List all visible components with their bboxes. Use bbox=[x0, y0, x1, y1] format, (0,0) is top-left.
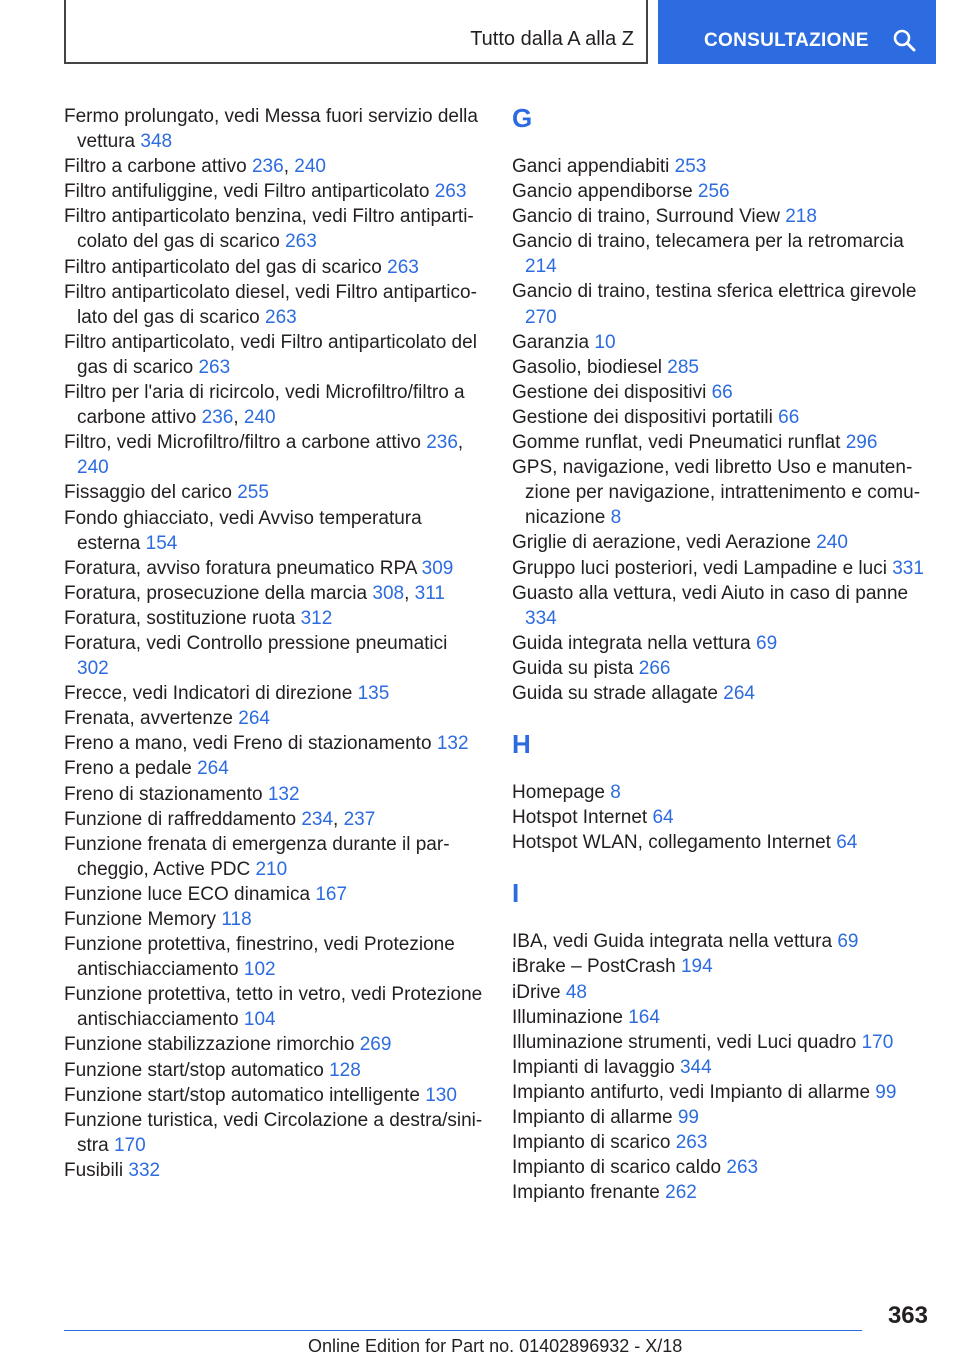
search-icon bbox=[892, 28, 916, 52]
index-term: Guida su strade allagate bbox=[512, 682, 718, 704]
index-term: Funzione protettiva, tetto in vetro, vedi Protezione antischiacciamento bbox=[64, 984, 483, 1031]
index-term: Filtro per l'aria di ricircolo, vedi Microfiltro/filtro a carbone attivo bbox=[64, 382, 465, 429]
page-link[interactable]: 104 bbox=[243, 1009, 276, 1031]
index-term: Funzione start/stop automatico intelligente bbox=[64, 1084, 420, 1106]
index-entry bbox=[64, 932, 484, 982]
footer-rule bbox=[64, 1330, 862, 1331]
page-link[interactable]: 240 bbox=[77, 457, 109, 479]
index-entry bbox=[64, 1083, 484, 1108]
index-term: Griglie di aerazione, vedi Aerazione bbox=[512, 532, 811, 554]
page-link[interactable]: 264 bbox=[723, 682, 755, 704]
page-link[interactable]: 263 bbox=[675, 1132, 708, 1154]
section-letter: G bbox=[512, 103, 533, 133]
index-entry bbox=[64, 556, 484, 581]
page-link[interactable]: 8 bbox=[610, 782, 621, 804]
page-link[interactable]: 69 bbox=[837, 931, 859, 953]
index-term: Garanzia bbox=[512, 331, 590, 353]
page-link[interactable]: 296 bbox=[845, 432, 878, 454]
index-entry bbox=[512, 430, 932, 455]
page-link[interactable]: 240 bbox=[816, 532, 848, 554]
index-entry bbox=[512, 204, 932, 229]
page-number: 363 bbox=[887, 1302, 928, 1329]
page-link[interactable]: 263 bbox=[198, 356, 231, 378]
index-entry bbox=[64, 631, 484, 681]
index-term: Gestione dei dispositivi bbox=[512, 381, 707, 403]
index-term: Frecce, vedi Indicatori di direzione bbox=[64, 683, 353, 705]
index-term: Impianto di allarme bbox=[512, 1107, 673, 1128]
index-entry bbox=[512, 279, 932, 329]
index-term: GPS, navigazione, vedi libretto Uso e manutenzione per navigazione, intrattenimento e comunicazione bbox=[512, 457, 921, 529]
index-entry bbox=[512, 556, 932, 581]
page-link[interactable]: 311 bbox=[414, 582, 445, 604]
page-link[interactable]: 256 bbox=[697, 181, 730, 203]
page-link[interactable]: 240 bbox=[243, 407, 276, 429]
page-link[interactable]: 263 bbox=[387, 256, 419, 278]
index-term: Foratura, sostituzione ruota bbox=[64, 607, 296, 629]
index-entry bbox=[512, 656, 932, 681]
index-entry bbox=[512, 1055, 932, 1080]
page-link[interactable]: 348 bbox=[140, 131, 173, 153]
page-link[interactable]: 132 bbox=[436, 733, 469, 755]
section-letter: H bbox=[512, 729, 531, 760]
index-term: Guasto alla vettura, vedi Aiuto in caso di panne bbox=[512, 582, 909, 604]
index-entry bbox=[512, 1030, 932, 1055]
index-term: Illuminazione strumenti, vedi Luci quadro bbox=[512, 1031, 857, 1053]
index-entry bbox=[64, 882, 484, 907]
index-entry bbox=[64, 832, 484, 882]
index-entry bbox=[512, 455, 932, 530]
page-link[interactable]: 264 bbox=[238, 708, 270, 730]
page-link[interactable]: 269 bbox=[359, 1034, 392, 1056]
index-entry bbox=[64, 204, 484, 254]
page-link[interactable]: 194 bbox=[680, 956, 713, 978]
page-link[interactable]: 10 bbox=[594, 331, 616, 353]
page-link[interactable]: 64 bbox=[652, 807, 674, 829]
index-entry bbox=[512, 1105, 932, 1130]
index-entry bbox=[64, 731, 484, 756]
page-link[interactable]: 218 bbox=[785, 206, 817, 228]
index-term: Gasolio, biodiesel bbox=[512, 356, 662, 378]
index-entry bbox=[512, 954, 932, 979]
page-link[interactable]: 270 bbox=[525, 306, 557, 328]
page-link[interactable]: 263 bbox=[726, 1157, 759, 1179]
index-entry bbox=[512, 405, 932, 430]
index-term: Gancio di traino, Surround View bbox=[512, 206, 780, 228]
index-entry: Filtro per l'aria di ricircolo, vedi Microfiltro/filtro a carbone attivo 236, 240 bbox=[64, 382, 465, 429]
index-term: Guida su pista bbox=[512, 657, 634, 679]
index-entry bbox=[512, 780, 932, 805]
index-term: Gestione dei dispositivi portatili bbox=[512, 406, 773, 428]
index-entry bbox=[64, 782, 484, 807]
index-entry bbox=[512, 355, 932, 380]
page-link[interactable]: 118 bbox=[221, 909, 252, 930]
page-link[interactable]: 302 bbox=[77, 658, 109, 680]
index-entry bbox=[64, 1032, 484, 1057]
page-link[interactable]: 66 bbox=[711, 381, 733, 403]
index-term: Filtro antiparticolato del gas di scarico bbox=[64, 256, 382, 278]
index-term: Impianto di scarico bbox=[512, 1132, 671, 1154]
index-term: iDrive bbox=[512, 981, 561, 1003]
page-link[interactable]: 334 bbox=[525, 607, 557, 629]
page-link[interactable]: 262 bbox=[665, 1182, 697, 1204]
index-entry bbox=[512, 530, 932, 555]
page-link[interactable]: 332 bbox=[128, 1159, 161, 1181]
index-entry: Filtro, vedi Microfiltro/filtro a carbone attivo 236, 240 bbox=[64, 432, 464, 479]
index-entry bbox=[512, 980, 932, 1005]
index-entry bbox=[64, 1058, 484, 1083]
page-link[interactable]: 167 bbox=[315, 883, 348, 905]
page-link[interactable]: 99 bbox=[677, 1107, 699, 1128]
index-entry bbox=[64, 606, 484, 631]
index-entry bbox=[64, 179, 484, 204]
section-letter: I bbox=[512, 878, 520, 909]
index-entry bbox=[64, 756, 484, 781]
page-link[interactable]: 263 bbox=[285, 231, 317, 253]
index-entry bbox=[512, 154, 932, 179]
page-link[interactable]: 285 bbox=[667, 356, 699, 378]
index-term: Funzione protettiva, finestrino, vedi Protezione antischiacciamento bbox=[64, 934, 455, 981]
index-term: Funzione frenata di emergenza durante il parcheggio, Active PDC bbox=[64, 833, 450, 880]
index-term: Homepage bbox=[512, 782, 605, 804]
page-link[interactable]: 132 bbox=[267, 783, 300, 805]
footer-text: Online Edition for Part no. 01402896932 - X/18 bbox=[308, 1336, 683, 1356]
index-entry bbox=[512, 179, 932, 204]
index-term: Ganci appendiabiti bbox=[512, 156, 670, 177]
index-term: Funzione turistica, vedi Circolazione a destra/sinistra bbox=[64, 1109, 483, 1156]
index-entry bbox=[512, 330, 932, 355]
page-link[interactable]: 255 bbox=[237, 482, 269, 504]
index-term: iBrake – PostCrash bbox=[512, 956, 676, 978]
index-term: Filtro antiparticolato, vedi Filtro antiparticolato del gas di scarico bbox=[64, 331, 477, 378]
index-term: Illuminazione bbox=[512, 1006, 623, 1028]
index-entry bbox=[512, 1180, 932, 1205]
page-link[interactable]: 234 bbox=[301, 808, 334, 830]
index-entry bbox=[512, 929, 932, 954]
index-term: Fondo ghiacciato, vedi Avviso temperatura esterna bbox=[64, 507, 422, 554]
index-entry bbox=[64, 982, 484, 1032]
index-term: Impianto antifurto, vedi Impianto di allarme bbox=[512, 1081, 871, 1103]
index-term: Gancio di traino, testina sferica elettrica girevole bbox=[512, 281, 917, 303]
index-entry bbox=[64, 681, 484, 706]
page-link[interactable]: 99 bbox=[875, 1081, 897, 1103]
page-link[interactable]: 253 bbox=[674, 156, 707, 177]
index-term: Fermo prolungato, vedi Messa fuori servizio della vettura bbox=[64, 106, 478, 153]
index-column-left bbox=[64, 104, 484, 1183]
index-term: Filtro antiparticolato benzina, vedi Filtro antiparticolato del gas di scarico bbox=[64, 206, 474, 253]
page-link[interactable]: 263 bbox=[265, 306, 297, 328]
page-link[interactable]: 312 bbox=[300, 607, 333, 629]
index-entry bbox=[64, 1108, 484, 1158]
page-link[interactable]: 214 bbox=[525, 256, 557, 278]
index-term: Filtro antiparticolato diesel, vedi Filtro antiparticolato del gas di scarico bbox=[64, 281, 477, 328]
index-entry bbox=[512, 681, 932, 706]
page-link[interactable]: 170 bbox=[113, 1134, 146, 1156]
index-term: Filtro a carbone attivo bbox=[64, 156, 247, 178]
index-term: Hotspot Internet bbox=[512, 807, 648, 829]
index-term: Frenata, avvertenze bbox=[64, 708, 233, 730]
page-link[interactable]: 237 bbox=[343, 808, 376, 830]
index-term: Funzione start/stop automatico bbox=[64, 1059, 324, 1081]
index-entry bbox=[512, 830, 932, 855]
index-entry bbox=[64, 104, 484, 154]
index-term: Gomme runflat, vedi Pneumatici runflat bbox=[512, 432, 841, 454]
page-link[interactable]: 164 bbox=[628, 1006, 660, 1028]
header-frame bbox=[64, 0, 648, 64]
page-link[interactable]: 308 bbox=[372, 582, 405, 604]
index-term: Gancio appendiborse bbox=[512, 181, 693, 203]
page-link[interactable]: 8 bbox=[610, 507, 622, 529]
index-term: Foratura, avviso foratura pneumatico RPA bbox=[64, 557, 417, 579]
page-link[interactable]: 263 bbox=[434, 181, 467, 203]
index-entry: Foratura, prosecuzione della marcia 308, 311 bbox=[64, 582, 445, 604]
index-entry: Funzione di raffreddamento 234, 237 bbox=[64, 808, 376, 830]
index-term: Funzione stabilizzazione rimorchio bbox=[64, 1034, 355, 1056]
page-link[interactable]: 135 bbox=[357, 683, 390, 705]
index-term: Freno di stazionamento bbox=[64, 783, 263, 805]
index-term: Foratura, vedi Controllo pressione pneumatici bbox=[64, 632, 448, 654]
index-term: Filtro antifuliggine, vedi Filtro antiparticolato bbox=[64, 181, 430, 203]
index-entry bbox=[512, 1155, 932, 1180]
index-term: Hotspot WLAN, collegamento Internet bbox=[512, 832, 831, 854]
index-column-right bbox=[512, 104, 932, 1205]
index-term: Funzione di raffreddamento bbox=[64, 808, 297, 830]
index-term: Impianto frenante bbox=[512, 1182, 660, 1204]
page-link[interactable]: 331 bbox=[892, 557, 924, 579]
index-entry bbox=[64, 506, 484, 556]
index-term: Impianti di lavaggio bbox=[512, 1056, 675, 1078]
index-entry: Filtro a carbone attivo 236, 240 bbox=[64, 156, 326, 178]
page-link[interactable]: 240 bbox=[294, 156, 326, 178]
index-entry bbox=[64, 706, 484, 731]
page-link[interactable]: 344 bbox=[679, 1056, 712, 1078]
page-link[interactable]: 236 bbox=[251, 156, 284, 178]
page-link[interactable]: 128 bbox=[329, 1059, 361, 1081]
page-link[interactable]: 69 bbox=[756, 632, 778, 654]
page-link[interactable]: 264 bbox=[197, 758, 229, 780]
index-term: Gruppo luci posteriori, vedi Lampadine e luci bbox=[512, 557, 887, 579]
index-entry bbox=[64, 1158, 484, 1183]
tab-label: CONSULTAZIONE bbox=[704, 30, 869, 51]
page-link[interactable]: 48 bbox=[565, 981, 587, 1003]
index-entry bbox=[64, 255, 484, 280]
index-entry bbox=[64, 330, 484, 380]
index-term: Funzione Memory bbox=[64, 909, 217, 930]
index-term: Freno a pedale bbox=[64, 758, 192, 780]
index-term: Fissaggio del carico bbox=[64, 482, 232, 504]
consultazione-tab[interactable] bbox=[658, 0, 936, 64]
index-entry bbox=[64, 480, 484, 505]
index-entry bbox=[512, 805, 932, 830]
index-entry bbox=[64, 280, 484, 330]
index-entry bbox=[512, 581, 932, 631]
page-link[interactable]: 102 bbox=[243, 959, 276, 981]
index-term: Filtro, vedi Microfiltro/filtro a carbone attivo bbox=[64, 432, 421, 454]
page-link[interactable]: 236 bbox=[426, 432, 458, 454]
index-entry bbox=[512, 631, 932, 656]
index-term: Gancio di traino, telecamera per la retromarcia bbox=[512, 231, 904, 253]
index-entry bbox=[512, 1130, 932, 1155]
index-term: Fusibili bbox=[64, 1159, 124, 1181]
section-title: Tutto dalla A alla Z bbox=[470, 28, 634, 50]
index-term: Foratura, prosecuzione della marcia bbox=[64, 582, 368, 604]
index-entry bbox=[512, 1005, 932, 1030]
page-link[interactable]: 154 bbox=[145, 532, 178, 554]
index-term: Freno a mano, vedi Freno di stazionamento bbox=[64, 733, 432, 755]
index-entry bbox=[512, 229, 932, 279]
page-link[interactable]: 309 bbox=[421, 557, 454, 579]
index-term: Funzione luce ECO dinamica bbox=[64, 883, 311, 905]
page-link[interactable]: 236 bbox=[201, 407, 234, 429]
index-entry bbox=[64, 907, 484, 932]
page-link[interactable]: 66 bbox=[778, 406, 800, 428]
page-link[interactable]: 266 bbox=[638, 657, 671, 679]
index-term: Impianto di scarico caldo bbox=[512, 1157, 722, 1179]
index-term: Guida integrata nella vettura bbox=[512, 632, 751, 654]
index-entry bbox=[512, 380, 932, 405]
index-entry bbox=[512, 1080, 932, 1105]
page-link[interactable]: 170 bbox=[861, 1031, 894, 1053]
page-link[interactable]: 64 bbox=[836, 832, 858, 854]
page-link[interactable]: 210 bbox=[255, 858, 288, 880]
page-link[interactable]: 130 bbox=[425, 1084, 457, 1106]
index-term: IBA, vedi Guida integrata nella vettura bbox=[512, 931, 833, 953]
